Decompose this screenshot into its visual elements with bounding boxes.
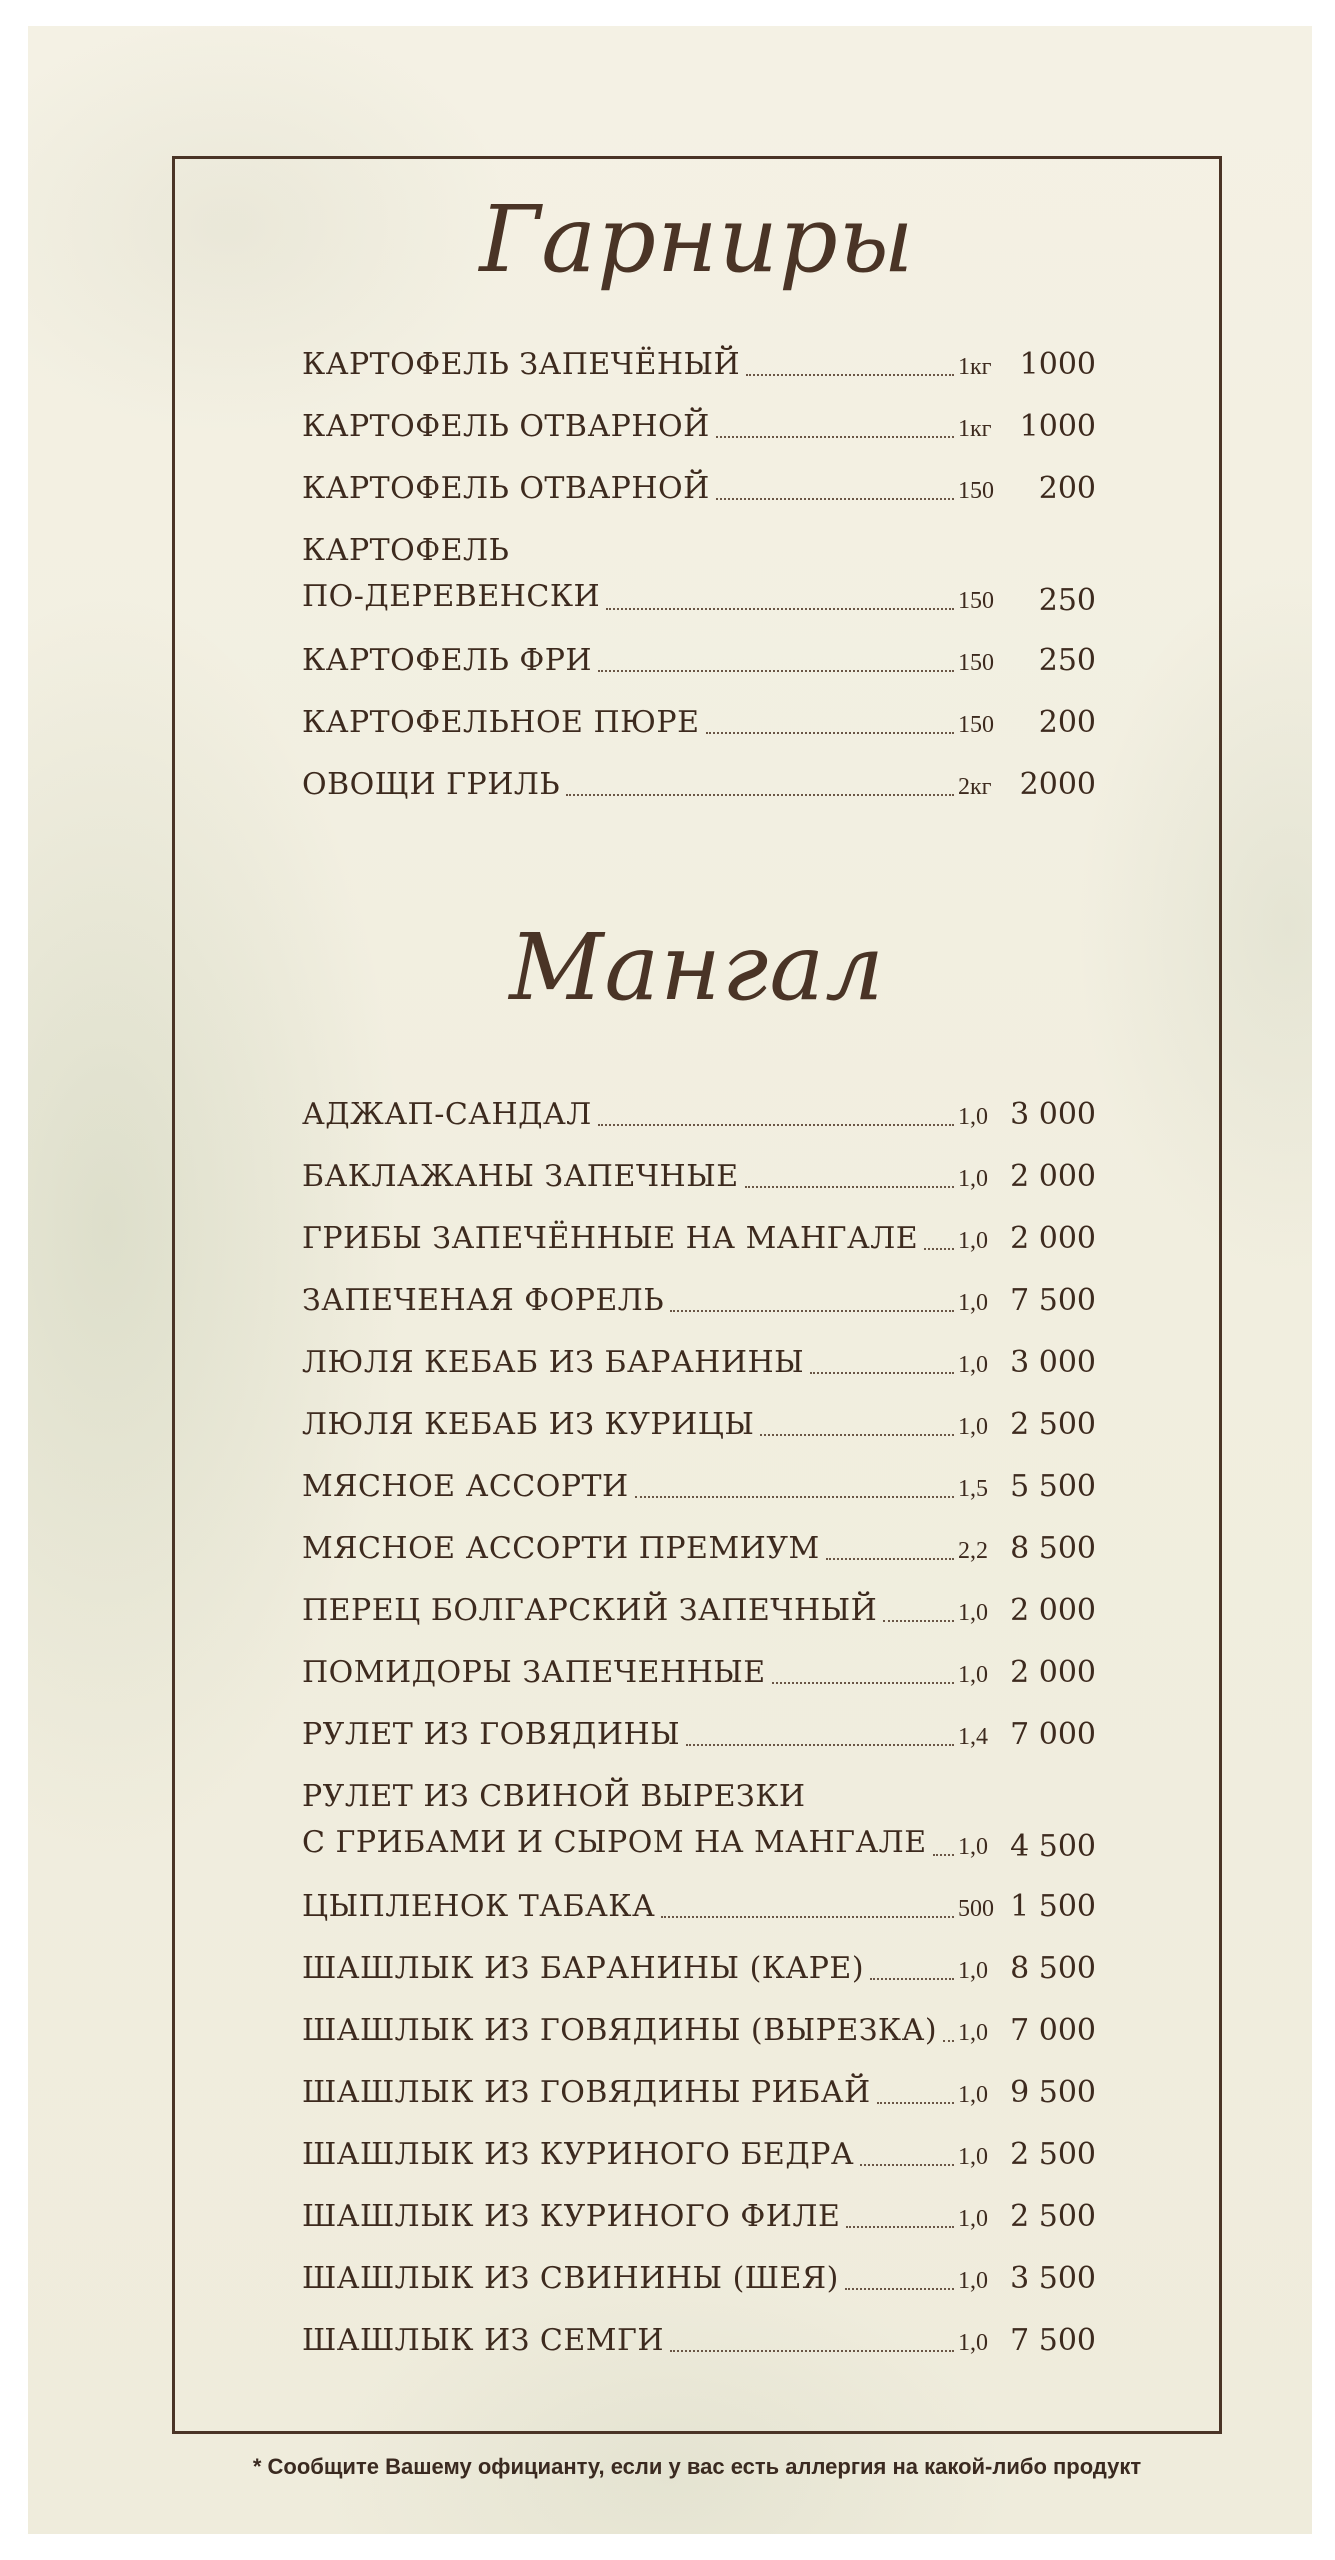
item-weight: 1,0 <box>958 1662 988 1688</box>
menu-page <box>28 26 1312 2534</box>
item-name-line: РУЛЕТ ИЗ СВИНОЙ ВЫРЕЗКИ <box>302 1779 806 1814</box>
item-weight: 1,0 <box>958 1958 988 1984</box>
dot-leader <box>943 2040 954 2042</box>
item-price: 2 000 <box>1010 1655 1096 1690</box>
menu-item <box>302 524 1096 620</box>
item-name: ОВОЩИ ГРИЛЬ <box>302 767 561 802</box>
item-price: 2 000 <box>1010 1593 1096 1628</box>
dot-leader <box>661 1916 954 1918</box>
item-price: 1000 <box>1019 347 1096 382</box>
item-weight: 1,0 <box>958 2268 988 2294</box>
item-name: ШАШЛЫК ИЗ КУРИНОГО БЕДРА <box>302 2137 855 2172</box>
item-name-line: КАРТОФЕЛЬ <box>302 533 510 568</box>
dot-leader <box>846 2226 954 2228</box>
item-weight: 1,0 <box>958 1166 988 1192</box>
item-weight: 1,0 <box>958 1104 988 1130</box>
item-weight: 1кг <box>958 416 992 442</box>
menu-item <box>302 1468 1096 1508</box>
dot-leader <box>670 1310 954 1312</box>
menu-item <box>302 704 1096 744</box>
dot-leader <box>706 732 954 734</box>
item-name: КАРТОФЕЛЬНОЕ ПЮРЕ <box>302 705 700 740</box>
item-weight: 150 <box>958 712 994 738</box>
item-weight: 1,0 <box>958 1414 988 1440</box>
item-weight: 150 <box>958 478 994 504</box>
dot-leader <box>746 374 954 376</box>
item-name: ШАШЛЫК ИЗ ГОВЯДИНЫ РИБАЙ <box>302 2075 871 2110</box>
dot-leader <box>883 1620 954 1622</box>
item-weight: 2кг <box>958 774 992 800</box>
item-price: 2 500 <box>1010 1407 1096 1442</box>
item-name: ГРИБЫ ЗАПЕЧЁННЫЕ НА МАНГАЛЕ <box>302 1221 919 1256</box>
dot-leader <box>598 1124 954 1126</box>
menu-item <box>302 1220 1096 1260</box>
item-price: 5 500 <box>1010 1469 1096 1504</box>
item-name: ШАШЛЫК ИЗ КУРИНОГО ФИЛЕ <box>302 2199 841 2234</box>
item-name: КАРТОФЕЛЬ ОТВАРНОЙ <box>302 471 710 506</box>
dot-leader <box>845 2288 954 2290</box>
item-price: 3 000 <box>1010 1345 1096 1380</box>
item-name-line: ПО-ДЕРЕВЕНСКИ <box>302 579 601 614</box>
item-name <box>302 1774 927 1866</box>
item-name: ЛЮЛЯ КЕБАБ ИЗ КУРИЦЫ <box>302 1407 755 1442</box>
item-name: ЗАПЕЧЕНАЯ ФОРЕЛЬ <box>302 1283 665 1318</box>
dot-leader <box>877 2102 954 2104</box>
item-price: 200 <box>1038 705 1096 740</box>
item-weight: 1,0 <box>958 1352 988 1378</box>
item-weight: 150 <box>958 650 994 676</box>
item-weight: 1,0 <box>958 1834 988 1860</box>
item-price: 2 500 <box>1010 2137 1096 2172</box>
item-weight: 1,0 <box>958 1600 988 1626</box>
dot-leader <box>686 1744 954 1746</box>
dot-leader <box>716 498 954 500</box>
item-price: 4 500 <box>1010 1829 1096 1864</box>
item-price: 8 500 <box>1010 1531 1096 1566</box>
item-name: КАРТОФЕЛЬ ЗАПЕЧЁНЫЙ <box>302 347 741 382</box>
menu-item <box>302 1770 1096 1866</box>
item-name: АДЖАП-САНДАЛ <box>302 1097 592 1132</box>
item-name: ШАШЛЫК ИЗ ГОВЯДИНЫ (ВЫРЕЗКА) <box>302 2013 938 2048</box>
item-name: МЯСНОЕ АССОРТИ <box>302 1469 629 1504</box>
item-price: 9 500 <box>1010 2075 1096 2110</box>
item-price: 8 500 <box>1010 1951 1096 1986</box>
dot-leader <box>566 794 954 796</box>
dot-leader <box>924 1248 954 1250</box>
item-name: КАРТОФЕЛЬ ОТВАРНОЙ <box>302 409 710 444</box>
menu-item <box>302 408 1096 448</box>
dot-leader <box>810 1372 954 1374</box>
menu-item <box>302 1716 1096 1756</box>
item-name-line: С ГРИБАМИ И СЫРОМ НА МАНГАЛЕ <box>302 1825 927 1860</box>
item-price: 7 000 <box>1010 1717 1096 1752</box>
item-price: 1000 <box>1019 409 1096 444</box>
dot-leader <box>826 1558 954 1560</box>
item-name: ШАШЛЫК ИЗ СВИНИНЫ (ШЕЯ) <box>302 2261 839 2296</box>
section-title-grill: Мангал <box>509 914 885 1021</box>
item-weight: 500 <box>958 1896 994 1922</box>
item-price: 7 000 <box>1010 2013 1096 2048</box>
item-name: ШАШЛЫК ИЗ СЕМГИ <box>302 2323 664 2358</box>
dot-leader <box>670 2350 954 2352</box>
menu-item <box>302 1530 1096 1570</box>
menu-item <box>302 346 1096 386</box>
dot-leader <box>860 2164 954 2166</box>
item-name: РУЛЕТ ИЗ ГОВЯДИНЫ <box>302 1717 681 1752</box>
menu-item <box>302 1406 1096 1446</box>
menu-item <box>302 2198 1096 2238</box>
dot-leader <box>933 1854 954 1856</box>
item-name <box>302 528 600 620</box>
item-weight: 1,5 <box>958 1476 988 1502</box>
item-name: КАРТОФЕЛЬ ФРИ <box>302 643 593 678</box>
item-weight: 1,0 <box>958 2144 988 2170</box>
item-weight: 1,0 <box>958 2330 988 2356</box>
item-price: 3 000 <box>1010 1097 1096 1132</box>
item-weight: 1,0 <box>958 2082 988 2108</box>
menu-item <box>302 2074 1096 2114</box>
dot-leader <box>745 1186 954 1188</box>
item-price: 3 500 <box>1010 2261 1096 2296</box>
item-name: ЦЫПЛЕНОК ТАБАКА <box>302 1889 656 1924</box>
item-name: ЛЮЛЯ КЕБАБ ИЗ БАРАНИНЫ <box>302 1345 805 1380</box>
menu-item <box>302 1654 1096 1694</box>
item-name: ПЕРЕЦ БОЛГАРСКИЙ ЗАПЕЧНЫЙ <box>302 1593 878 1628</box>
item-price: 2000 <box>1019 767 1096 802</box>
menu-item <box>302 642 1096 682</box>
menu-item <box>302 2012 1096 2052</box>
item-weight: 1,4 <box>958 1724 988 1750</box>
item-name: ПОМИДОРЫ ЗАПЕЧЕННЫЕ <box>302 1655 766 1690</box>
menu-item <box>302 2260 1096 2300</box>
dot-leader <box>716 436 954 438</box>
menu-item <box>302 1096 1096 1136</box>
menu-item <box>302 1344 1096 1384</box>
item-weight: 150 <box>958 588 994 614</box>
item-weight: 1,0 <box>958 1228 988 1254</box>
dot-leader <box>635 1496 954 1498</box>
item-price: 200 <box>1038 471 1096 506</box>
menu-item <box>302 1592 1096 1632</box>
item-name: ШАШЛЫК ИЗ БАРАНИНЫ (КАРЕ) <box>302 1951 865 1986</box>
item-price: 2 500 <box>1010 2199 1096 2234</box>
menu-item <box>302 1158 1096 1198</box>
item-name: БАКЛАЖАНЫ ЗАПЕЧНЫЕ <box>302 1159 739 1194</box>
item-name: МЯСНОЕ АССОРТИ ПРЕМИУМ <box>302 1531 820 1566</box>
item-price: 2 000 <box>1010 1221 1096 1256</box>
dot-leader <box>772 1682 954 1684</box>
menu-item <box>302 1888 1096 1928</box>
section-title-garnish: Гарниры <box>479 186 915 293</box>
item-weight: 1кг <box>958 354 992 380</box>
item-price: 7 500 <box>1010 2323 1096 2358</box>
dot-leader <box>760 1434 954 1436</box>
dot-leader <box>606 608 954 610</box>
allergy-footnote: * Сообщите Вашему официанту, если у вас есть аллергия на какой-либо продукт <box>252 2454 1142 2479</box>
item-price: 2 000 <box>1010 1159 1096 1194</box>
menu-item <box>302 2136 1096 2176</box>
menu-item <box>302 1950 1096 1990</box>
menu-item <box>302 470 1096 510</box>
item-price: 250 <box>1038 583 1096 618</box>
item-price: 250 <box>1038 643 1096 678</box>
menu-item <box>302 1282 1096 1322</box>
dot-leader <box>870 1978 954 1980</box>
item-price: 7 500 <box>1010 1283 1096 1318</box>
item-price: 1 500 <box>1010 1889 1096 1924</box>
item-weight: 1,0 <box>958 2206 988 2232</box>
item-weight: 1,0 <box>958 2020 988 2046</box>
menu-item <box>302 2322 1096 2362</box>
menu-item <box>302 766 1096 806</box>
item-weight: 1,0 <box>958 1290 988 1316</box>
dot-leader <box>598 670 954 672</box>
item-weight: 2,2 <box>958 1538 988 1564</box>
